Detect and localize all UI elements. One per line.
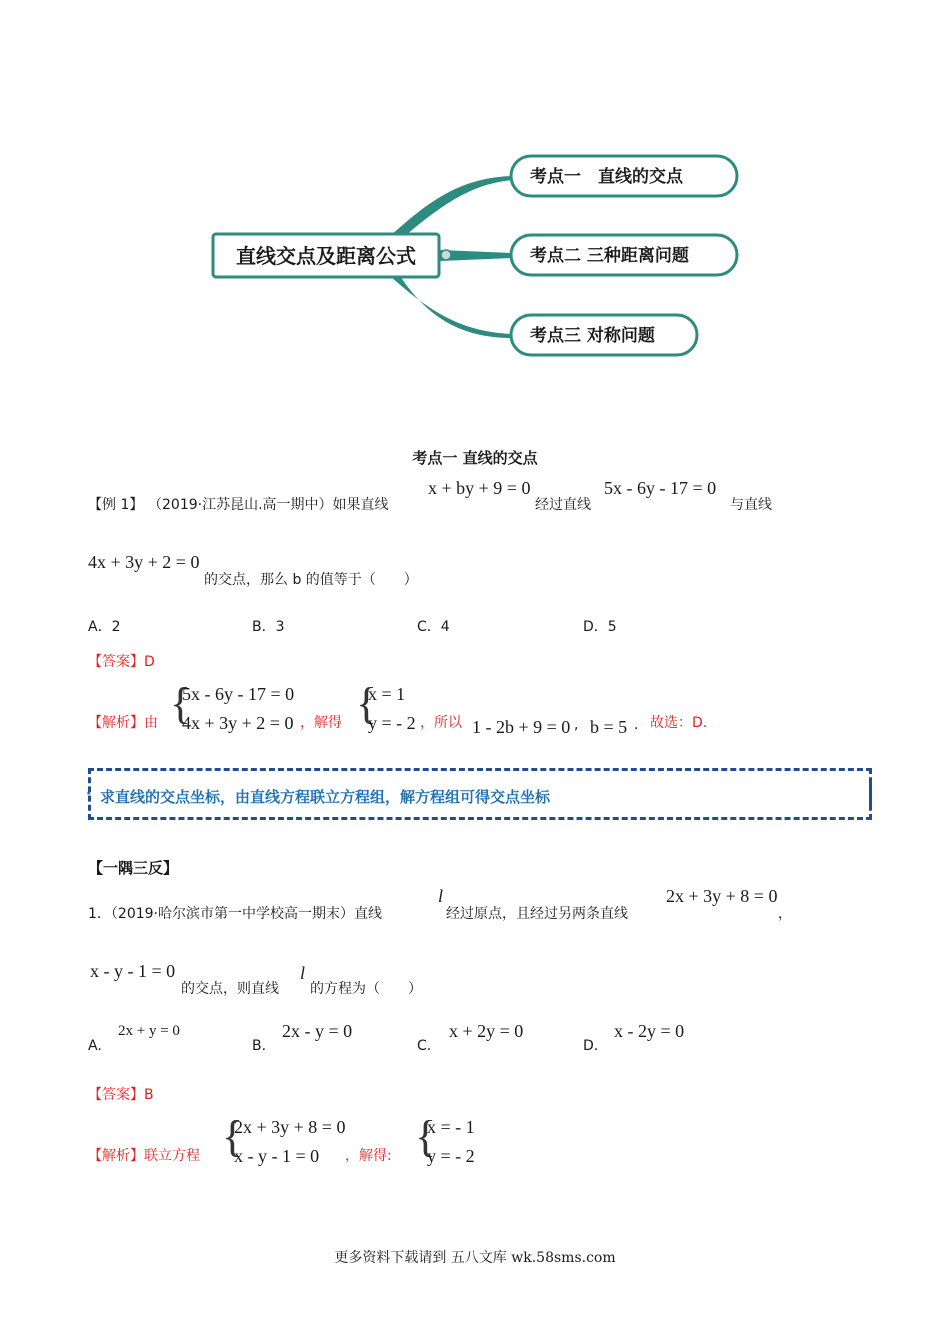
q1-l: l	[438, 886, 444, 906]
so-word: ，所以	[420, 715, 462, 731]
branch-node-3-label: 考点三 对称问题	[530, 326, 655, 346]
example1-tail: 与直线	[730, 497, 772, 513]
q1-option-d-eq: x - 2y = 0	[614, 1021, 685, 1041]
answer-label	[88, 651, 155, 671]
q1-solution-y: y = - 2	[427, 1146, 475, 1166]
answer-label-text: 【答案】	[88, 654, 144, 670]
example1-eq2: 5x - 6y - 17 = 0	[604, 478, 717, 498]
q1-comma: ，	[778, 906, 792, 922]
tip-bullet: ·	[86, 786, 92, 802]
period-1: .	[634, 717, 639, 733]
option-c: C．4	[417, 619, 450, 635]
root-node-label: 直线交点及距离公式	[236, 244, 416, 268]
system1-eq2: 4x + 3y + 2 = 0	[182, 713, 294, 733]
q1-option-a-letter: A.	[88, 1038, 102, 1054]
q1-system-eq2: x - y - 1 = 0	[234, 1146, 320, 1166]
conclusion: 故选：D.	[650, 715, 708, 731]
analysis-label-text: 【解析】	[88, 715, 144, 731]
practice-title: 【一隅三反】	[88, 859, 179, 877]
option-b: B．3	[252, 619, 285, 635]
q1-analysis	[88, 1145, 200, 1165]
example1-label: 【例 1】	[88, 497, 144, 513]
q1-option-b-letter: B.	[252, 1038, 267, 1054]
tip-box-right-edge	[869, 780, 872, 806]
left-brace-1: {	[170, 679, 192, 728]
comma-1: ,	[574, 717, 579, 733]
solution1-x: x = 1	[368, 684, 406, 704]
q1-solve-word: ，解得:	[345, 1148, 392, 1164]
answer-value: D	[144, 654, 155, 670]
example1-mid: 经过直线	[535, 497, 591, 513]
root-dot	[441, 250, 451, 260]
q1-analysis-text: 联立方程	[144, 1148, 200, 1164]
option-a: A．2	[88, 619, 121, 635]
example1-question: 的交点，那么 b 的值等于（ ）	[204, 572, 418, 588]
step-eq: 1 - 2b + 9 = 0	[472, 717, 571, 737]
left-brace-3: {	[222, 1112, 244, 1161]
q1-l2: l	[300, 963, 306, 983]
q1-mid: 经过原点，且经过另两条直线	[446, 906, 628, 922]
system1-eq1: 5x - 6y - 17 = 0	[182, 684, 295, 704]
option-d: D．5	[583, 619, 617, 635]
example1-eq3: 4x + 3y + 2 = 0	[88, 552, 200, 572]
left-brace-4: {	[415, 1112, 437, 1161]
q1-option-b-eq: 2x - y = 0	[282, 1021, 353, 1041]
mind-map	[0, 0, 950, 400]
analysis-by: 由	[144, 715, 158, 731]
q1-solution-x: x = - 1	[427, 1117, 475, 1137]
branch-node-2-label: 考点二 三种距离问题	[530, 246, 689, 266]
left-brace-2: {	[356, 679, 378, 728]
q1-tail: 的交点，则直线	[181, 981, 279, 997]
q1-option-d-letter: D.	[583, 1038, 599, 1054]
q1-option-a-eq: 2x + y = 0	[118, 1023, 180, 1039]
solve-word-1: ，解得	[300, 715, 342, 731]
analysis-label	[88, 712, 158, 732]
solution1-y: y = - 2	[368, 713, 416, 733]
branch-node-1-label: 考点一 直线的交点	[530, 167, 683, 187]
q1-eq2: x - y - 1 = 0	[90, 961, 176, 981]
footer-text: 更多资料下载请到 五八文库 wk.58sms.com	[334, 1250, 616, 1266]
connector-top	[388, 176, 512, 240]
q1-option-c-letter: C.	[417, 1038, 432, 1054]
section-title: 考点一 直线的交点	[412, 449, 538, 467]
q1-answer-label: 【答案】	[88, 1087, 144, 1103]
q1-analysis-label: 【解析】	[88, 1148, 144, 1164]
q1-system-eq1: 2x + 3y + 8 = 0	[234, 1117, 346, 1137]
q1-option-c-eq: x + 2y = 0	[449, 1021, 524, 1041]
q1-answer-value: B	[144, 1087, 154, 1103]
b-value: b = 5	[590, 717, 628, 737]
q1-prefix: 1．（2019·哈尔滨市第一中学校高一期末）直线	[88, 906, 382, 922]
q1-end: 的方程为（ ）	[310, 981, 422, 997]
q1-answer	[88, 1084, 154, 1104]
connector-bottom	[390, 276, 512, 338]
example1-eq1: x + by + 9 = 0	[428, 478, 531, 498]
q1-eq1: 2x + 3y + 8 = 0	[666, 886, 778, 906]
tip-text: 求直线的交点坐标，由直线方程联立方程组，解方程组可得交点坐标	[100, 788, 551, 806]
example1-source: （2019·江苏昆山.高一期中）如果直线	[148, 497, 389, 513]
